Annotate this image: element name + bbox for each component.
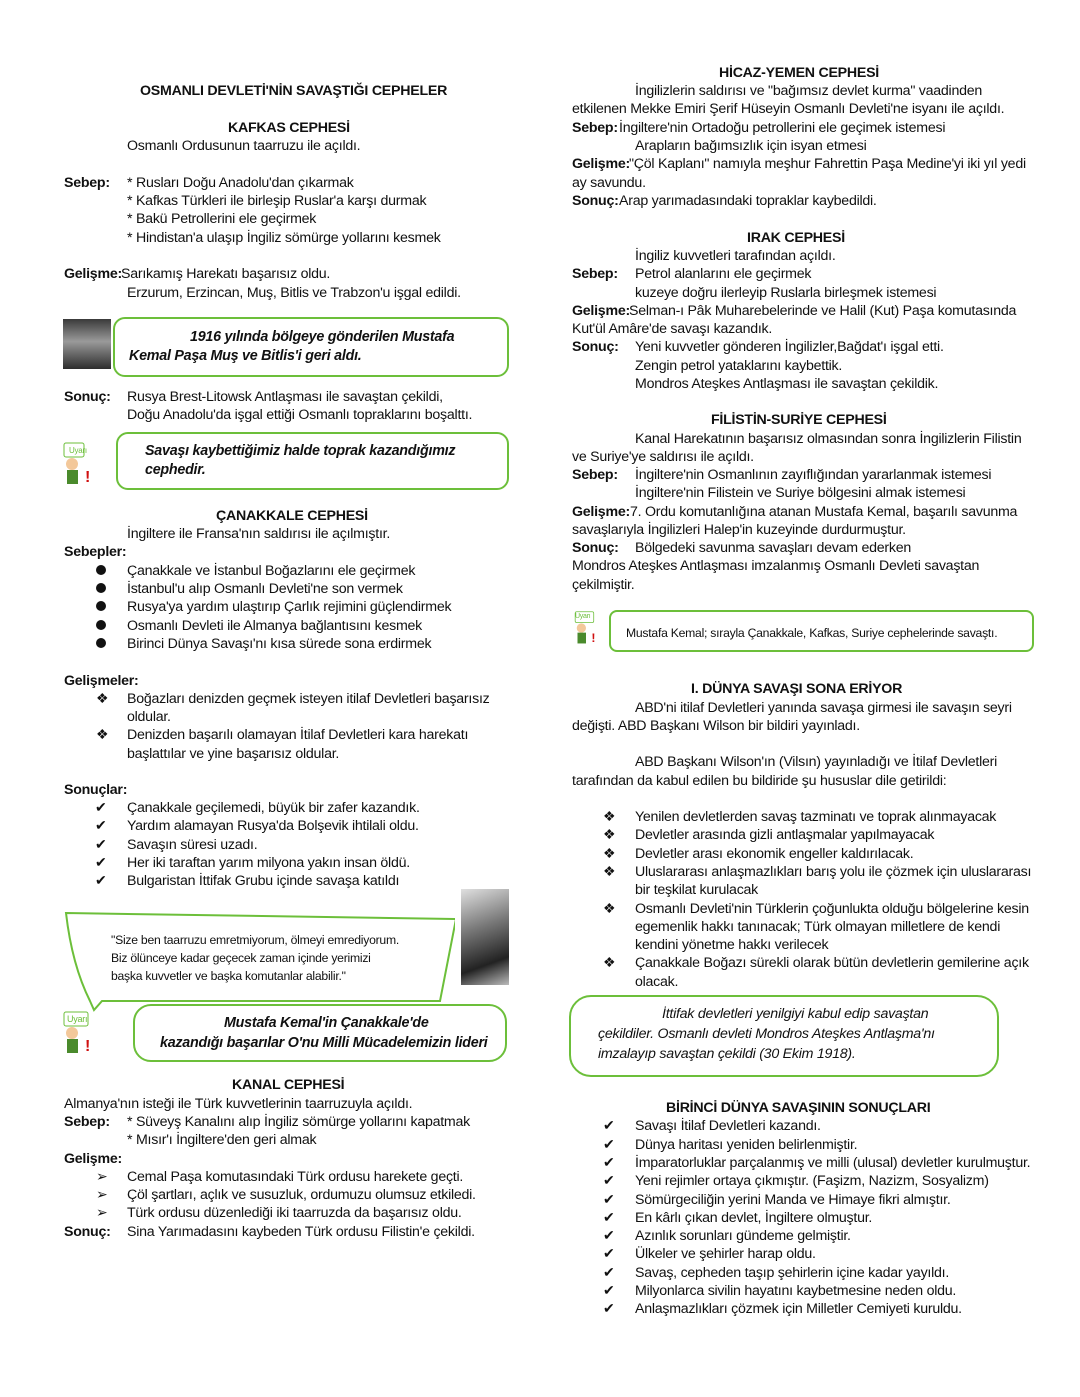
hicaz-title: HİCAZ-YEMEN CEPHESİ — [719, 65, 879, 81]
check-icon: ✔ — [603, 1228, 615, 1244]
canakkale-sebep-item — [96, 598, 106, 616]
check-icon: ✔ — [603, 1192, 615, 1208]
check-icon: ✔ — [603, 1301, 615, 1317]
hicaz-gelisme-label: Gelişme: — [572, 156, 630, 172]
canakkale-sonuc-item: Çanakkale geçilemedi, büyük bir zafer kazandık. — [127, 800, 420, 816]
check-icon: ✔ — [603, 1173, 615, 1189]
main-title: OSMANLI DEVLETİ'NİN SAVAŞTIĞI CEPHELER — [140, 83, 448, 99]
canakkale-sebep-item: İstanbul'u alıp Osmanlı Devleti'ne son vermek — [127, 581, 403, 597]
canakkale-sebep-item: Çanakkale ve İstanbul Boğazlarını ele geçirmek — [127, 563, 416, 579]
note-text: imzalayıp savaştan çekildi (30 Ekim 1918). — [598, 1046, 856, 1062]
canakkale-title: ÇANAKKALE CEPHESİ — [216, 508, 368, 524]
bullet-icon: ❖ — [603, 846, 616, 862]
bullet-icon: ❖ — [603, 901, 616, 917]
results-item: Sömürgeciliğin yerini Manda ve Himaye fikri almıştır. — [635, 1192, 951, 1208]
kafkas-gelisme-label: Gelişme: — [64, 266, 122, 282]
bullet-icon: ❖ — [603, 809, 616, 825]
filistin-sebep-item: İngiltere'nin Filistein ve Suriye bölgesini almak istemesi — [635, 485, 966, 501]
kanal-gelisme-item: Türk ordusu düzenlediği iki taarruzda da başarısız oldu. — [127, 1205, 462, 1221]
bullet-icon: ❖ — [96, 691, 109, 707]
mustafa-kemal-photo — [461, 889, 509, 985]
kafkas-sonuc-item: Doğu Anadolu'da işgal ettiği Osmanlı topraklarını boşalttı. — [127, 407, 473, 423]
filistin-gelisme-item: savaşlarıyla İngilizleri Halep'in kuzeyinde durdurmuştur. — [572, 522, 906, 538]
ww1-end-p2: ABD Başkanı Wilson'ın (Vilsın) yayınladığı ve İtilaf Devletleri — [635, 754, 998, 770]
check-icon: ✔ — [95, 837, 107, 853]
filistin-line: Kanal Harekatının başarısız olmasından sonra İngilizlerin Filistin — [635, 431, 1022, 447]
irak-gelisme-label: Gelişme: — [572, 303, 630, 319]
kafkas-sebep-item: * Rusları Doğu Anadolu'dan çıkarmak — [127, 175, 354, 191]
canakkale-sebep-item — [96, 580, 106, 598]
check-icon: ✔ — [603, 1246, 615, 1262]
note-text: Mustafa Kemal'in Çanakkale'de — [224, 1015, 429, 1031]
filistin-sonuc-item: Mondros Ateşkes Antlaşması imzalanmış Osmanlı Devleti savaştan — [572, 558, 980, 574]
results-item: Savaşı İtilaf Devletleri kazandı. — [635, 1118, 821, 1134]
kafkas-gelisme-item: Erzurum, Erzincan, Muş, Bitlis ve Trabzon'u işgal edildi. — [127, 285, 461, 301]
canakkale-gelismeler-label: Gelişmeler: — [64, 673, 139, 689]
kafkas-intro: Osmanlı Ordusunun taarruzu ile açıldı. — [127, 138, 361, 154]
kanal-gelisme-item: Çöl şartları, açlık ve susuzluk, ordumuzu olumsuz etkiledi. — [127, 1187, 476, 1203]
kanal-sebep-item: * Mısır'ı İngiltere'den geri almak — [127, 1132, 317, 1148]
note-text: Kemal Paşa Muş ve Bitlis'i geri aldı. — [129, 348, 362, 364]
hicaz-line: etkilenen Mekke Emiri Şerif Hüseyin Osmanlı Devleti'ne isyanı ile açıldı. — [572, 101, 1005, 117]
irak-sonuc-item: Yeni kuvvetler gönderen İngilizler,Bağdat'ı işgal etti. — [635, 339, 944, 355]
results-item: En kârlı çıkan devlet, İngiltere olmuştur. — [635, 1210, 873, 1226]
results-item: Yeni rejimler ortaya çıkmıştır. (Faşizm, Nazizm, Sosyalizm) — [635, 1173, 989, 1189]
note-text: cephedir. — [145, 462, 206, 478]
results-item: Milyonlarca sivilin hayatını kaybetmesine neden oldu. — [635, 1283, 957, 1299]
canakkale-sonuc-item: Savaşın süresi uzadı. — [127, 837, 258, 853]
results-item: Dünya haritası yeniden belirlenmiştir. — [635, 1137, 858, 1153]
filistin-sonuc-item: Bölgedeki savunma savaşları devam ederken — [635, 540, 912, 556]
note-text: 1916 yılında bölgeye gönderilen Mustafa — [190, 329, 455, 345]
note-text: çekildiler. Osmanlı devleti Mondros Ateşkes Antlaşma'nı — [598, 1026, 935, 1042]
irak-intro: İngiliz kuvvetleri tarafından açıldı. — [635, 248, 836, 264]
canakkale-sonuc-item: Yardım alamayan Rusya'da Bolşevik ihtilali oldu. — [127, 818, 419, 834]
filistin-line: ve Suriye'ye saldırısı ile açıldı. — [572, 449, 754, 465]
filistin-sonuc-label: Sonuç: — [572, 540, 619, 556]
check-icon: ✔ — [603, 1210, 615, 1226]
results-title: BİRİNCİ DÜNYA SAVAŞININ SONUÇLARI — [666, 1100, 931, 1116]
irak-sebep-item: kuzeye doğru ilerleyip Ruslarla birleşmek istemesi — [635, 285, 937, 301]
check-icon: ✔ — [603, 1137, 615, 1153]
wilson-item: Uluslararası anlaşmazlıkları barış yolu ile çözmek için uluslararası — [635, 864, 1032, 880]
ww1-end-title: I. DÜNYA SAVAŞI SONA ERİYOR — [691, 681, 903, 697]
kafkas-sonuc-label: Sonuç: — [64, 389, 111, 405]
wilson-item: Yenilen devletlerden savaş tazminatı ve toprak alınmayacak — [635, 809, 997, 825]
results-item: Savaş, cepheden taşıp şehirlerin içine kadar yayıldı. — [635, 1265, 950, 1281]
canakkale-sebep-item: Osmanlı Devleti ile Almanya bağlantısını kesmek — [127, 618, 422, 634]
check-icon: ✔ — [95, 818, 107, 834]
ww1-end-p1: ABD'ni itilaf Devletleri yanında savaşa girmesi ile savaşın seyri — [635, 700, 1012, 716]
wilson-item: bir teşkilat kurulacak — [635, 882, 759, 898]
bullet-icon: ❖ — [603, 864, 616, 880]
canakkale-sonuclar-label: Sonuçlar: — [64, 782, 128, 798]
arrow-icon: ➢ — [96, 1187, 108, 1203]
irak-sonuc-label: Sonuç: — [572, 339, 619, 355]
kanal-sebep-item: * Süveyş Kanalını alıp İngiliz sömürge yollarını kapatmak — [127, 1114, 470, 1130]
hicaz-sonuc-text: Arap yarımadasındaki topraklar kaybedildi. — [619, 193, 877, 209]
kanal-sonuc-text: Sina Yarımadasını kaybeden Türk ordusu Filistin'e çekildi. — [127, 1224, 475, 1240]
canakkale-sebep-item — [96, 617, 106, 635]
kanal-gelisme-item: Cemal Paşa komutasındaki Türk ordusu harekete geçti. — [127, 1169, 464, 1185]
check-icon: ✔ — [603, 1118, 615, 1134]
canakkale-intro: İngiltere ile Fransa'nın saldırısı ile açılmıştır. — [127, 526, 391, 542]
kafkas-sebep-item: * Kafkas Türkleri ile birleşip Ruslar'a karşı durmak — [127, 193, 427, 209]
hicaz-line: İngilizlerin saldırısı ve "bağımsız devlet kurma" vaadinden — [635, 83, 983, 99]
check-icon: ✔ — [603, 1155, 615, 1171]
canakkale-sebep-item — [96, 635, 106, 653]
canakkale-gelisme-item: Boğazları denizden geçmek isteyen itilaf Devletleri başarısız — [127, 691, 490, 707]
svg-text:!: ! — [591, 630, 596, 645]
wilson-item: olacak. — [635, 974, 679, 990]
check-icon: ✔ — [95, 873, 107, 889]
hicaz-sonuc-label: Sonuç: — [572, 193, 619, 209]
arrow-icon: ➢ — [96, 1205, 108, 1221]
note-text: Mustafa Kemal; sırayla Çanakkale, Kafkas, Suriye cephelerinde savaştı. — [626, 626, 998, 640]
filistin-gelisme-label: Gelişme: — [572, 504, 630, 520]
canakkale-sebep-item — [96, 562, 106, 580]
hicaz-sebep-item: Arapların bağımsızlık için isyan etmesi — [635, 138, 867, 154]
quote-text: "Size ben taarruzu emretmiyorum, ölmeyi emrediyorum. — [111, 933, 399, 947]
wilson-item: Devletler arasında gizli antlaşmalar yapılmayacak — [635, 827, 935, 843]
canakkale-sonuc-item: Bulgaristan İttifak Grubu içinde savaşa katıldı — [127, 873, 400, 889]
mustafa-kemal-photo — [63, 319, 111, 369]
results-item: İmparatorluklar parçalanmış ve milli (ulusal) devletler kurulmuştur. — [635, 1155, 1031, 1171]
results-item: Azınlık sorunları gündeme gelmiştir. — [635, 1228, 851, 1244]
bullet-icon: ❖ — [96, 727, 109, 743]
wilson-item: Osmanlı Devleti'nin Türklerin çoğunlukta olduğu bölgelerine kesin — [635, 901, 1029, 917]
wilson-item: Çanakkale Boğazı sürekli olarak bütün devletlerin gemilerine açık — [635, 955, 1029, 971]
filistin-gelisme-item: 7. Ordu komutanlığına atanan Mustafa Kemal, başarılı savunma — [630, 504, 1018, 520]
canakkale-sonuc-item: Her iki taraftan yarım milyona yakın insan öldü. — [127, 855, 410, 871]
kafkas-sonuc-item: Rusya Brest-Litowsk Antlaşması ile savaştan çekildi, — [127, 389, 443, 405]
irak-title: IRAK CEPHESİ — [747, 230, 845, 246]
canakkale-gelisme-item: Denizden başarılı olamayan İtilaf Devletleri kara harekatı — [127, 727, 469, 743]
canakkale-sebepler-label: Sebepler: — [64, 544, 127, 560]
canakkale-gelisme-item: oldular. — [127, 709, 171, 725]
quote-text: başka kuvvetler ve başka komutanlar alabilir." — [111, 969, 346, 983]
hicaz-gelisme-item: "Çöl Kaplanı" namıyla meşhur Fahrettin Paşa Medine'yi iki yıl yedi — [629, 156, 1026, 172]
kafkas-title: KAFKAS CEPHESİ — [228, 120, 350, 136]
note-text: Savaşı kaybettiğimiz halde toprak kazandığımız — [145, 443, 456, 459]
filistin-sebep-item: İngiltere'nin Osmanlının zayıflığından yararlanmak istemesi — [635, 467, 992, 483]
note-text: İttifak devletleri yenilgiyi kabul edip savaştan — [662, 1006, 929, 1022]
kanal-sebep-label: Sebep: — [64, 1114, 110, 1130]
irak-gelisme-item: Selman-ı Pâk Muharebelerinde ve Halil (Kut) Paşa komutasında — [629, 303, 1017, 319]
canakkale-sebep-item: Birinci Dünya Savaşı'nı kısa sürede sona erdirmek — [127, 636, 432, 652]
kafkas-sebep-item: * Hindistan'a ulaşıp İngiliz sömürge yollarını kesmek — [127, 230, 441, 246]
hicaz-gelisme-item: ay savundu. — [572, 175, 646, 191]
ww1-end-p2: tarafından da kabul edilen bu bildiride şu hususlar dile getirildi: — [572, 773, 947, 789]
warning-label: Uyarı — [575, 613, 591, 620]
bullet-icon: ❖ — [603, 827, 616, 843]
filistin-title: FİLİSTİN-SURİYE CEPHESİ — [711, 412, 887, 428]
arrow-icon: ➢ — [96, 1169, 108, 1185]
wilson-item: kendini yönetme hakkı verilecek — [635, 937, 829, 953]
hicaz-sebep-label: Sebep: — [572, 120, 618, 136]
quote-text: Biz ölünceye kadar geçecek zaman içinde yerimizi — [111, 951, 371, 965]
kanal-gelisme-label: Gelişme: — [64, 1151, 122, 1167]
kanal-intro: Almanya'nın isteği ile Türk kuvvetlerinin taarruzuyla açıldı. — [64, 1096, 413, 1112]
kafkas-gelisme-item: Sarıkamış Harekatı başarısız oldu. — [121, 266, 331, 282]
bullet-icon: ❖ — [603, 955, 616, 971]
check-icon: ✔ — [95, 800, 107, 816]
ww1-end-p1: değişti. ABD Başkanı Wilson bir bildiri yayınladı. — [572, 718, 860, 734]
kafkas-sebep-item: * Bakü Petrollerini ele geçirmek — [127, 211, 317, 227]
svg-text:!: ! — [85, 1038, 91, 1055]
kafkas-sebep-label: Sebep: — [64, 175, 110, 191]
canakkale-gelisme-item: başlattılar ve yine başarısız oldular. — [127, 746, 340, 762]
check-icon: ✔ — [603, 1265, 615, 1281]
svg-text:!: ! — [85, 469, 91, 486]
wilson-item: egemenlik hakkı tanınacak; Türk olmayan milletlere de kendi — [635, 919, 1001, 935]
note-text: kazandığı başarılar O'nu Milli Mücadelemizin lideri — [160, 1035, 488, 1051]
irak-gelisme-item: Kut'ül Amâre'de savaşı kazandık. — [572, 321, 773, 337]
irak-sebep-item: Petrol alanlarını ele geçirmek — [635, 266, 812, 282]
warning-label: Uyarı — [67, 1014, 88, 1024]
kanal-sonuc-label: Sonuç: — [64, 1224, 111, 1240]
irak-sonuc-item: Zengin petrol yataklarını kaybettik. — [635, 358, 843, 374]
hicaz-sebep-item: İngiltere'nin Ortadoğu petrollerini ele geçimek istemesi — [619, 120, 946, 136]
check-icon: ✔ — [603, 1283, 615, 1299]
kanal-title: KANAL CEPHESİ — [232, 1077, 345, 1093]
results-item: Anlaşmazlıkları çözmek için Milletler Cemiyeti kuruldu. — [635, 1301, 962, 1317]
irak-sebep-label: Sebep: — [572, 266, 618, 282]
canakkale-sebep-item: Rusya'ya yardım ulaştırıp Çarlık rejimini güçlendirmek — [127, 599, 452, 615]
irak-sonuc-item: Mondros Ateşkes Antlaşması ile savaştan çekildik. — [635, 376, 939, 392]
filistin-sebep-label: Sebep: — [572, 467, 618, 483]
filistin-sonuc-item: çekilmiştir. — [572, 577, 635, 593]
wilson-item: Devletler arası ekonomik engeller kaldırılacak. — [635, 846, 914, 862]
warning-label: Uyarı — [69, 446, 87, 455]
check-icon: ✔ — [95, 855, 107, 871]
results-item: Ülkeler ve şehirler harap oldu. — [635, 1246, 816, 1262]
